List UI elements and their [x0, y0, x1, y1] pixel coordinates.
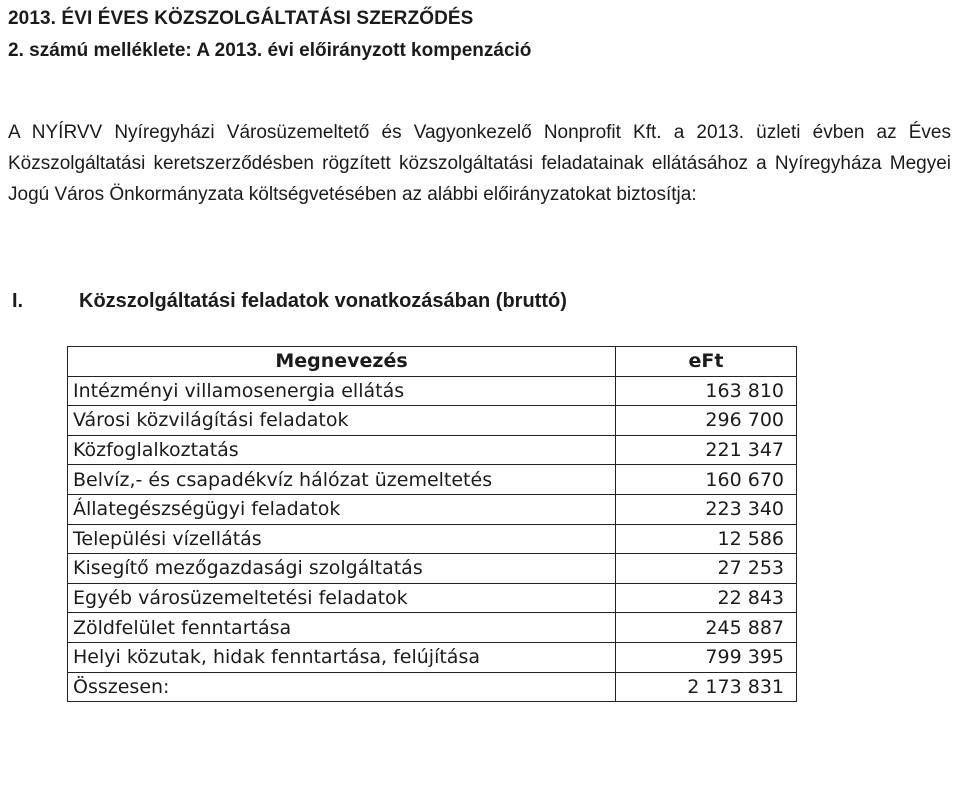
table-row — [68, 465, 797, 495]
row-amount: 163 810 — [616, 376, 797, 406]
row-label: Intézményi villamosenergia ellátás — [68, 376, 616, 406]
row-label: Kisegítő mezőgazdasági szolgáltatás — [68, 554, 616, 584]
row-amount: 296 700 — [616, 406, 797, 436]
row-amount: 245 887 — [616, 613, 797, 643]
row-amount: 799 395 — [616, 642, 797, 672]
row-label: Helyi közutak, hidak fenntartása, felújítása — [68, 642, 616, 672]
section-number: I. — [12, 290, 24, 312]
table-header-row — [68, 347, 797, 377]
row-amount: 221 347 — [616, 435, 797, 465]
table-row — [68, 494, 797, 524]
row-amount: 12 586 — [616, 524, 797, 554]
row-label: Állategészségügyi feladatok — [68, 494, 616, 524]
table-row — [68, 435, 797, 465]
row-label: Zöldfelület fenntartása — [68, 613, 616, 643]
row-amount: 22 843 — [616, 583, 797, 613]
row-label: Települési vízellátás — [68, 524, 616, 554]
row-label: Összesen: — [68, 672, 616, 702]
row-label: Egyéb városüzemeltetési feladatok — [68, 583, 616, 613]
table-row — [68, 376, 797, 406]
table-row — [68, 554, 797, 584]
row-amount: 27 253 — [616, 554, 797, 584]
row-label: Városi közvilágítási feladatok — [68, 406, 616, 436]
table-row — [68, 524, 797, 554]
table-row — [68, 583, 797, 613]
table-row — [68, 642, 797, 672]
budget-table — [67, 346, 797, 702]
section-title: Közszolgáltatási feladatok vonatkozásában (bruttó) — [79, 290, 567, 312]
table-total-row — [68, 672, 797, 702]
table-body — [68, 376, 797, 702]
row-label: Belvíz,- és csapadékvíz hálózat üzemeltetés — [68, 465, 616, 495]
table-row — [68, 406, 797, 436]
column-header-amount: eFt — [616, 347, 797, 377]
row-label: Közfoglalkoztatás — [68, 435, 616, 465]
row-amount: 223 340 — [616, 494, 797, 524]
document-title: 2013. ÉVI ÉVES KÖZSZOLGÁLTATÁSI SZERZŐDÉS — [8, 8, 474, 29]
intro-paragraph: A NYÍRVV Nyíregyházi Városüzemeltető és Vagyonkezelő Nonprofit Kft. a 2013. üzleti évben az Éves Közszolgáltatási keretszerződésben rögzített közszolgáltatási feladatainak ellátásához a Nyíregyháza Megyei Jogú Város Önkormányzata költségvetésében az alábbi előirányzatokat biztosítja: — [8, 122, 951, 205]
row-amount: 160 670 — [616, 465, 797, 495]
row-amount: 2 173 831 — [616, 672, 797, 702]
document-subtitle: 2. számú melléklete: A 2013. évi előirányzott kompenzáció — [8, 40, 532, 61]
column-header-name: Megnevezés — [68, 347, 616, 377]
table-row — [68, 613, 797, 643]
